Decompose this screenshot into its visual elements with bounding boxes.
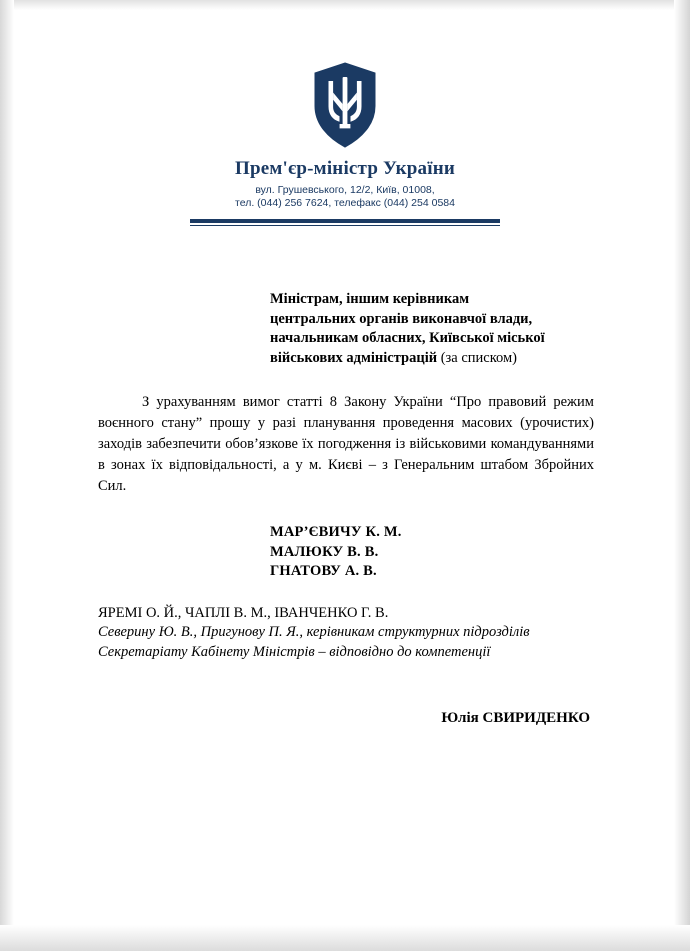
recipients-plain-line: ЯРЕМІ О. Й., ЧАПЛІ В. М., ІВАНЧЕНКО Г. В.	[98, 604, 389, 621]
addressee-line-4	[270, 349, 594, 369]
divider-thick-rule	[190, 219, 500, 223]
document-body	[98, 290, 594, 727]
page-edge-top	[0, 0, 690, 10]
recipients-italic-line-1: Северину Ю. В., Пригунову П. Я., керівникам структурних підрозділів	[98, 624, 530, 640]
recipient-bold-2: МАЛЮКУ В. В.	[270, 543, 379, 560]
ukraine-trident-emblem	[312, 62, 378, 148]
signature-given-name: Юлія	[441, 710, 479, 726]
letterhead-address-line-2: тел. (044) 256 7624, телефакс (044) 254 0584	[235, 197, 455, 209]
addressee-line-2: центральних органів виконавчої влади,	[270, 310, 533, 327]
recipient-bold-3: ГНАТОВУ А. В.	[270, 563, 377, 579]
recipients-bold-list	[270, 523, 594, 582]
addressee-block	[270, 290, 594, 368]
letterhead-title: Прем'єр-міністр України	[234, 158, 456, 179]
letterhead	[0, 62, 690, 228]
body-paragraph-1: З урахуванням вимог статті 8 Закону України “Про правовий режим воєнного стану” прошу у разі планування проведення масових (урочистих) заходів забезпечити обов’язкове їх погодження із військовими командуваннями в зонах їх відповідальності, а у м. Києві – з Генеральним штабом Збройних Сил.	[98, 394, 594, 494]
addressee-line-3: начальникам обласних, Київської міської	[270, 330, 545, 346]
letterhead-divider	[190, 219, 500, 228]
divider-thin-rule	[190, 225, 500, 226]
letterhead-address	[0, 184, 690, 210]
addressee-line-4-bold: військових адміністрацій	[270, 349, 438, 366]
page-edge-bottom	[0, 925, 690, 951]
signature-surname: СВИРИДЕНКО	[482, 710, 590, 726]
addressee-line-4-note: (за списком)	[437, 349, 518, 366]
recipient-bold-1: МАР’ЄВИЧУ К. М.	[270, 524, 402, 540]
letterhead-address-line-1: вул. Грушевського, 12/2, Київ, 01008,	[255, 184, 435, 196]
recipients-italic-line-2: Секретаріату Кабінету Міністрів – відповідно до компетенції	[98, 643, 491, 660]
addressee-line-1: Міністрам, іншим керівникам	[270, 291, 470, 307]
signature-block	[98, 710, 594, 727]
